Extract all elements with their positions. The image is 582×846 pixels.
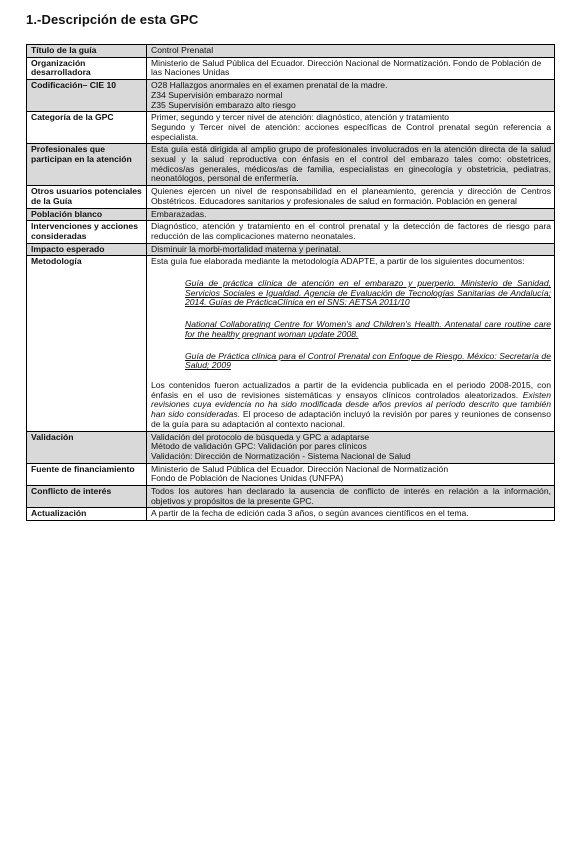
label-metodologia: Metodología <box>27 256 147 431</box>
row-metodologia <box>27 256 555 431</box>
fuente-line-1: Ministerio de Salud Pública del Ecuador. Dirección Nacional de Normatización <box>151 463 449 474</box>
row-categoria <box>27 112 555 144</box>
value-codificacion <box>147 80 555 112</box>
cie-code-z35: Z35 Supervisión embarazo alto riesgo <box>151 99 296 110</box>
value-poblacion: Embarazadas. <box>147 208 555 221</box>
label-intervenciones: Intervenciones y acciones consideradas <box>27 221 147 243</box>
row-otros-usuarios <box>27 186 555 208</box>
value-validacion <box>147 431 555 463</box>
value-actualizacion: A partir de la fecha de edición cada 3 años, o según avances científicos en el tema. <box>147 508 555 521</box>
gpc-description-table <box>26 44 555 521</box>
label-titulo: Título de la guía <box>27 45 147 58</box>
source-document-nice: National Collaborating Centre for Women's and Children's Health. Antenatal care routine care for the healthy pregnant woman update 2008. <box>185 319 551 339</box>
label-conflicto: Conflicto de interés <box>27 486 147 508</box>
label-validacion: Validación <box>27 431 147 463</box>
row-organizacion <box>27 57 555 79</box>
label-actualizacion: Actualización <box>27 508 147 521</box>
value-impacto: Disminuir la morbi-mortalidad materna y perinatal. <box>147 243 555 256</box>
validacion-line-1: Validación del protocolo de búsqueda y GPC a adaptarse <box>151 431 370 442</box>
categoria-line-1: Primer, segundo y tercer nivel de atención: diagnóstico, atención y tratamiento <box>151 112 450 123</box>
section-title: 1.-Descripción de esta GPC <box>26 12 199 27</box>
value-intervenciones: Diagnóstico, atención y tratamiento en el control prenatal y la detección de factores de riesgo para reducción de las complicaciones materno neonatales. <box>147 221 555 243</box>
fuente-line-2: Fondo de Población de Naciones Unidas (UNFPA) <box>151 473 344 484</box>
row-impacto <box>27 243 555 256</box>
label-poblacion: Población blanco <box>27 208 147 221</box>
label-otros-usuarios: Otros usuarios potenciales de la Guía <box>27 186 147 208</box>
metodologia-intro: Esta guía fue elaborada mediante la metodología ADAPTE, a partir de los siguientes documentos: <box>151 256 525 267</box>
row-codificacion <box>27 80 555 112</box>
metodologia-closing-italic: Existen revisiones cuya evidencia no ha sido modificada desde años previos al período descrito que también han sido consideradas. <box>151 389 551 420</box>
value-fuente <box>147 463 555 485</box>
row-poblacion <box>27 208 555 221</box>
value-otros-usuarios: Quienes ejercen un nivel de responsabilidad en el planeamiento, gerencia y dirección de Centros Obstétricos. Educadores sanitarios y profesionales de salud en formación. Población en general <box>147 186 555 208</box>
value-categoria <box>147 112 555 144</box>
source-document-mexico: Guía de Práctica clínica para el Control Prenatal con Enfoque de Riesgo. México: Secretaría de Salud; 2009 <box>185 350 551 371</box>
validacion-line-2: Método de validación GPC: Validación por pares clínicos <box>151 441 367 452</box>
row-actualizacion <box>27 508 555 521</box>
row-profesionales <box>27 144 555 186</box>
label-categoria: Categoría de la GPC <box>27 112 147 144</box>
label-impacto: Impacto esperado <box>27 243 147 256</box>
cie-code-o28: O28 Hallazgos anormales en el examen prenatal de la madre. <box>151 80 388 91</box>
source-documents-list <box>185 279 551 371</box>
row-fuente <box>27 463 555 485</box>
label-profesionales: Profesionales que participan en la atención <box>27 144 147 186</box>
value-conflicto: Todos los autores han declarado la ausencia de conflicto de interés en relación a la información, objetivos y propósitos de la presente GPC. <box>147 486 555 508</box>
value-organizacion: Ministerio de Salud Pública del Ecuador. Dirección Nacional de Normatización. Fondo de Población de las Naciones Unidas <box>147 57 555 79</box>
validacion-line-3: Validación: Dirección de Normatización - Sistema Nacional de Salud <box>151 450 411 461</box>
value-metodologia <box>147 256 555 431</box>
row-validacion <box>27 431 555 463</box>
label-organizacion: Organización desarrolladora <box>27 57 147 79</box>
value-titulo: Control Prenatal <box>147 45 555 58</box>
row-conflicto <box>27 486 555 508</box>
label-fuente: Fuente de financiamiento <box>27 463 147 485</box>
label-codificacion: Codificación– CIE 10 <box>27 80 147 112</box>
row-intervenciones <box>27 221 555 243</box>
cie-code-z34: Z34 Supervisión embarazo normal <box>151 89 283 100</box>
metodologia-closing <box>151 381 551 430</box>
row-titulo <box>27 45 555 58</box>
value-profesionales: Esta guía está dirigida al amplio grupo de profesionales involucrados en la atención directa de la salud sexual y la salud reproductiva con énfasis en el control del embarazo tales como: obstetrices, médicos/as generales, médicos/as de familia, especialistas en ginecología y obstetricia, pediatras, neonatólogos, personal de enfermería. <box>147 144 555 186</box>
categoria-line-2: Segundo y Tercer nivel de atención: acciones específicas de Control prenatal según referencia a especialista. <box>151 121 551 142</box>
source-document-andalucia: Guía de práctica clínica de atención en el embarazo y puerperio. Ministerio de Sanidad, Servicios Sociales e Igualdad. Agencia de Evaluación de Tecnologías Sanitarias de Andalucía; 2014. Guías de PrácticaClínica en el SNS: AETSA 2011/10 <box>185 278 551 308</box>
metodologia-closing-1: Los contenidos fueron actualizados a partir de la evidencia publicada en el periodo 2008-2015, con énfasis en el uso de revisiones sistemáticas y ensayos clínicos controlados aleatorizados. <box>151 379 551 400</box>
metodologia-closing-2: El proceso de adaptación incluyó la revisión por pares y reuniones de consenso de la guía para su adaptación al contexto nacional. <box>151 409 551 429</box>
